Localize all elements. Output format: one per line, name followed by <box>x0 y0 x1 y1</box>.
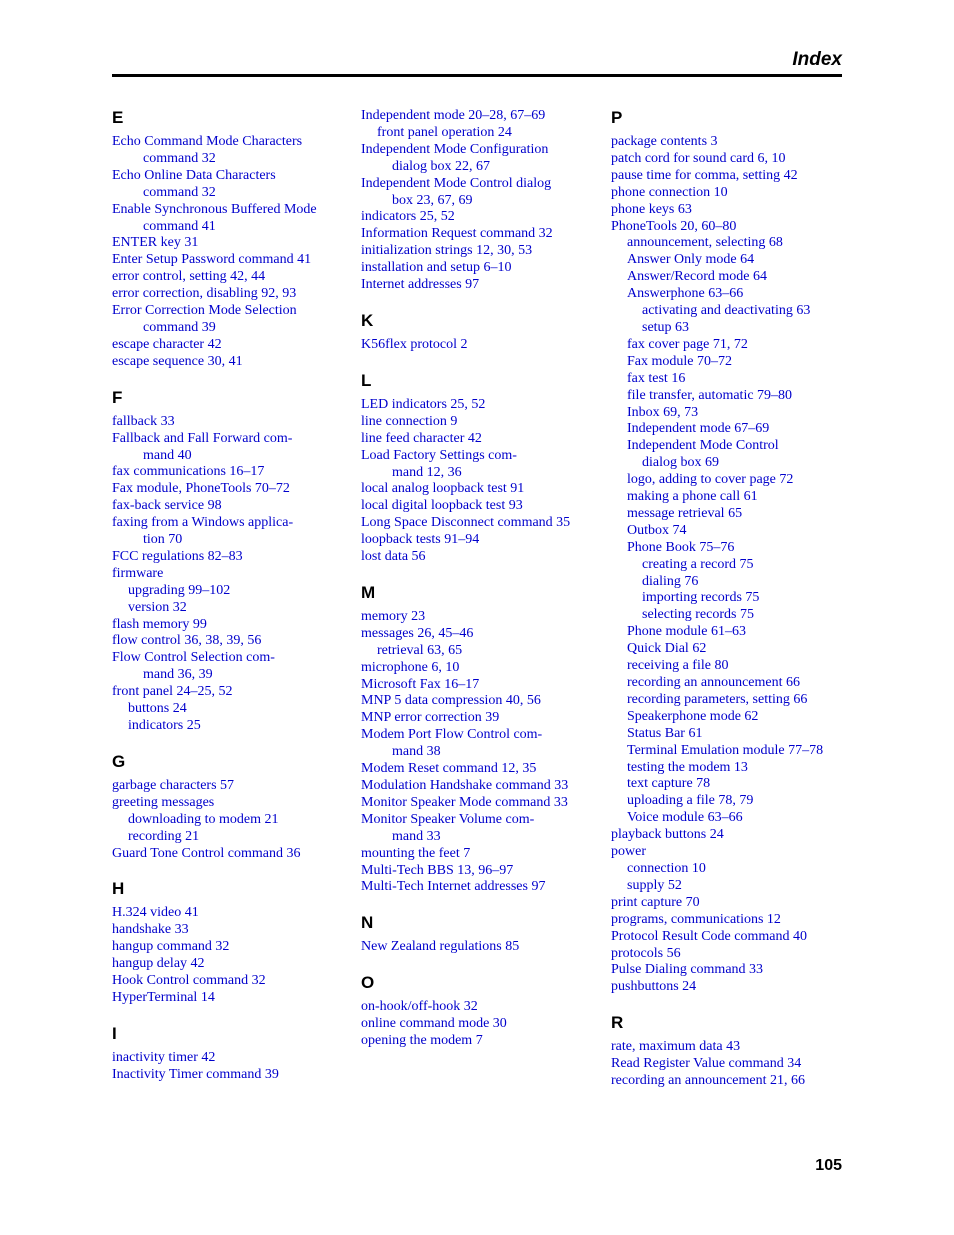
index-entry-link[interactable]: ENTER key 31 <box>112 235 199 251</box>
index-entry-link[interactable]: MNP error correction 39 <box>361 710 500 726</box>
index-entry-link[interactable]: mand 12, 36 <box>392 464 462 480</box>
index-entry-link[interactable]: command 32 <box>143 184 216 200</box>
index-entry-link[interactable]: protocols 56 <box>611 945 681 961</box>
index-entry-link[interactable]: Modem Reset command 12, 35 <box>361 761 537 777</box>
index-entry-link[interactable]: Modem Port Flow Control com- <box>361 727 543 743</box>
index-section <box>112 388 352 735</box>
index-entry-link[interactable]: Echo Online Data Characters <box>112 167 276 183</box>
index-entry-link[interactable]: error control, setting 42, 44 <box>112 269 266 285</box>
index-entry-link[interactable]: Information Request command 32 <box>361 226 553 242</box>
index-entry-link[interactable]: Load Factory Settings com- <box>361 447 517 463</box>
index-entry-link[interactable]: importing records 75 <box>642 590 760 606</box>
index-entry-link[interactable]: receiving a file 80 <box>627 658 729 674</box>
index-entry-link[interactable]: Hook Control command 32 <box>112 973 266 989</box>
index-entry-link[interactable]: flow control 36, 38, 39, 56 <box>112 633 262 649</box>
index-section <box>611 108 851 996</box>
index-entry-link[interactable]: line feed character 42 <box>361 430 482 446</box>
section-letter: P <box>611 108 623 127</box>
index-entry-link[interactable]: print capture 70 <box>611 894 700 910</box>
index-entry-link[interactable]: Independent Mode Control dialog <box>361 175 552 191</box>
index-entry-link[interactable]: file transfer, automatic 79–80 <box>627 387 793 403</box>
index-column-2 <box>361 108 601 1067</box>
index-entry-link[interactable]: command 32 <box>143 150 216 166</box>
index-entry-link[interactable]: local digital loopback test 93 <box>361 498 523 514</box>
index-entry-link[interactable]: Terminal Emulation module 77–78 <box>627 742 824 758</box>
header-rule <box>112 74 842 77</box>
index-entry-link[interactable]: Echo Command Mode Characters <box>112 134 303 149</box>
index-entry-link[interactable]: flash memory 99 <box>112 616 207 632</box>
index-entry-link[interactable]: making a phone call 61 <box>627 489 758 505</box>
index-entry-link[interactable]: Phone Book 75–76 <box>627 539 735 555</box>
index-entry-link[interactable]: local analog loopback test 91 <box>361 481 525 497</box>
index-section <box>361 311 601 354</box>
index-entry-link[interactable]: greeting messages <box>112 794 215 810</box>
index-section <box>112 752 352 863</box>
index-entry-link[interactable]: memory 23 <box>361 608 426 624</box>
index-entry-link[interactable]: Outbox 74 <box>627 522 687 538</box>
index-entry-link[interactable]: message retrieval 65 <box>627 505 743 521</box>
index-entry-link[interactable]: Quick Dial 62 <box>627 641 707 657</box>
index-entry-link[interactable]: online command mode 30 <box>361 1016 507 1032</box>
index-entry-link[interactable]: fax communications 16–17 <box>112 464 265 480</box>
section-letter: M <box>361 582 376 602</box>
index-entry-link[interactable]: fax cover page 71, 72 <box>627 336 748 352</box>
index-entry-link[interactable]: phone connection 10 <box>611 184 728 200</box>
index-entry-link[interactable]: pause time for comma, setting 42 <box>611 167 798 183</box>
section-letter: I <box>112 1023 117 1043</box>
index-entry-link[interactable]: Status Bar 61 <box>627 725 703 741</box>
index-entry-link[interactable]: Flow Control Selection com- <box>112 650 275 666</box>
index-entry-link[interactable]: phone keys 63 <box>611 201 692 217</box>
index-entry-link[interactable]: FCC regulations 82–83 <box>112 548 243 564</box>
index-entry-link[interactable]: Voice module 63–66 <box>627 810 743 826</box>
index-entry-link[interactable]: dialing 76 <box>642 573 699 589</box>
index-entry-link[interactable]: Independent mode 67–69 <box>627 421 770 437</box>
index-entry-link[interactable]: Answerphone 63–66 <box>627 286 744 302</box>
index-entry-link[interactable]: supply 52 <box>627 877 682 893</box>
section-letter: H <box>112 879 125 899</box>
index-entry-link[interactable]: faxing from a Windows applica- <box>112 515 294 531</box>
index-entry-link[interactable]: retrieval 63, 65 <box>377 642 463 658</box>
index-entry-link[interactable]: text capture 78 <box>627 776 711 792</box>
index-entry-link[interactable]: setup 63 <box>642 319 690 335</box>
section-letter: F <box>112 387 123 407</box>
index-entry-link[interactable]: Answer/Record mode 64 <box>627 269 767 285</box>
index-entry-link[interactable]: patch cord for sound card 6, 10 <box>611 150 786 166</box>
index-entry-link[interactable]: Phone module 61–63 <box>627 624 746 640</box>
index-entry-link[interactable]: command 41 <box>143 218 216 234</box>
index-entry-link[interactable]: Answer Only mode 64 <box>627 252 755 268</box>
index-entry-link[interactable]: downloading to modem 21 <box>128 811 279 827</box>
index-entry-link[interactable]: error correction, disabling 92, 93 <box>112 286 297 302</box>
index-entry-link[interactable]: opening the modem 7 <box>361 1033 483 1049</box>
index-section <box>361 973 601 1050</box>
index-entry-link[interactable]: mand 40 <box>143 447 192 463</box>
index-entry-link[interactable]: Inactivity Timer command 39 <box>112 1066 279 1082</box>
index-entry-link[interactable]: mand 38 <box>392 744 441 760</box>
index-entry-link[interactable]: Fax module 70–72 <box>627 353 732 369</box>
index-entry-link[interactable]: recording 21 <box>128 828 200 844</box>
index-entry-link[interactable]: messages 26, 45–46 <box>361 625 474 641</box>
page-number: 105 <box>815 1157 842 1174</box>
index-entry-link[interactable]: Monitor Speaker Volume com- <box>361 811 535 827</box>
index-entry-link[interactable]: activating and deactivating 63 <box>642 303 811 319</box>
index-entry-link[interactable]: on-hook/off-hook 32 <box>361 999 478 1015</box>
section-letter: R <box>611 1013 624 1033</box>
index-entry-link[interactable]: Guard Tone Control command 36 <box>112 845 301 861</box>
index-entry-link[interactable]: Fax module, PhoneTools 70–72 <box>112 481 290 497</box>
index-entry-link[interactable]: Fallback and Fall Forward com- <box>112 430 293 446</box>
index-entry-link[interactable]: fax-back service 98 <box>112 498 222 514</box>
index-entry-link[interactable]: recording an announcement 21, 66 <box>611 1073 805 1089</box>
index-section <box>112 1024 352 1084</box>
index-entry-link[interactable]: Read Register Value command 34 <box>611 1056 802 1072</box>
index-entry-link[interactable]: Monitor Speaker Mode command 33 <box>361 794 568 810</box>
index-entry-link[interactable]: indicators 25 <box>128 718 201 733</box>
index-section <box>611 1013 851 1090</box>
index-entry-link[interactable]: playback buttons 24 <box>611 827 724 843</box>
index-entry-link[interactable]: box 23, 67, 69 <box>392 192 473 208</box>
index-entry-link[interactable]: hangup command 32 <box>112 939 230 955</box>
index-entry-link[interactable]: mand 36, 39 <box>143 667 213 683</box>
index-entry-link[interactable]: indicators 25, 52 <box>361 209 455 225</box>
index-entry-link[interactable]: PhoneTools 20, 60–80 <box>611 218 737 234</box>
section-letter: K <box>361 310 374 330</box>
index-entry-link[interactable]: loopback tests 91–94 <box>361 532 480 548</box>
index-entry-link[interactable]: Pulse Dialing command 33 <box>611 962 764 978</box>
index-entry-link[interactable]: escape sequence 30, 41 <box>112 353 243 369</box>
index-entry-link[interactable]: upgrading 99–102 <box>128 582 231 598</box>
index-section <box>112 108 352 371</box>
index-section <box>361 108 601 294</box>
index-entry-link[interactable]: Inbox 69, 73 <box>627 404 699 420</box>
index-entry-link[interactable]: buttons 24 <box>128 701 187 717</box>
index-entry-link[interactable]: Enter Setup Password command 41 <box>112 252 312 268</box>
index-entry-link[interactable]: power <box>611 844 646 860</box>
index-entry-link[interactable]: mand 33 <box>392 828 441 844</box>
index-entry-link[interactable]: dialog box 69 <box>642 455 719 471</box>
section-letter: N <box>361 913 374 933</box>
index-entry-link[interactable]: fax test 16 <box>627 370 686 386</box>
index-section <box>361 371 601 566</box>
index-entry-link[interactable]: inactivity timer 42 <box>112 1049 216 1065</box>
index-entry-link[interactable]: escape character 42 <box>112 336 222 352</box>
index-entry-link[interactable]: testing the modem 13 <box>627 759 748 775</box>
index-entry-link[interactable]: connection 10 <box>627 860 706 876</box>
index-entry-link[interactable]: microphone 6, 10 <box>361 659 460 675</box>
section-letter: O <box>361 973 375 993</box>
index-entry-link[interactable]: package contents 3 <box>611 134 718 149</box>
index-entry-link[interactable]: firmware <box>112 565 164 581</box>
index-entry-link[interactable]: lost data 56 <box>361 549 426 565</box>
index-entry-link[interactable]: pushbuttons 24 <box>611 979 697 995</box>
index-entry-link[interactable]: programs, communications 12 <box>611 911 781 927</box>
index-entry-link[interactable]: version 32 <box>128 599 187 615</box>
index-entry-link[interactable]: Modulation Handshake command 33 <box>361 778 569 793</box>
index-entry-link[interactable]: Multi-Tech BBS 13, 96–97 <box>361 862 514 878</box>
index-entry-link[interactable]: Protocol Result Code command 40 <box>611 928 807 944</box>
section-letter: L <box>361 370 372 390</box>
index-entry-link[interactable]: initialization strings 12, 30, 53 <box>361 243 533 259</box>
index-entry-link[interactable]: Speakerphone mode 62 <box>627 708 759 724</box>
index-entry-link[interactable]: Multi-Tech Internet addresses 97 <box>361 879 546 895</box>
index-entry-link[interactable]: LED indicators 25, 52 <box>361 396 486 412</box>
index-entry-link[interactable]: installation and setup 6–10 <box>361 260 512 276</box>
index-entry-link[interactable]: Independent Mode Control <box>627 438 779 454</box>
index-entry-link[interactable]: announcement, selecting 68 <box>627 235 783 251</box>
index-entry-link[interactable]: K56flex protocol 2 <box>361 336 468 352</box>
index-entry-link[interactable]: New Zealand regulations 85 <box>361 939 520 955</box>
index-entry-link[interactable]: recording parameters, setting 66 <box>627 691 808 707</box>
index-section <box>361 913 601 956</box>
index-entry-link[interactable]: creating a record 75 <box>642 556 754 572</box>
section-letter: E <box>112 108 124 127</box>
index-entry-link[interactable]: Independent Mode Configuration <box>361 141 549 157</box>
index-section <box>112 879 352 1006</box>
index-column-3 <box>611 108 851 1107</box>
index-entry-link[interactable]: recording an announcement 66 <box>627 675 800 690</box>
index-entry-link[interactable]: uploading a file 78, 79 <box>627 793 754 809</box>
index-entry-link[interactable]: Long Space Disconnect command 35 <box>361 515 571 531</box>
index-entry-link[interactable]: line connection 9 <box>361 413 458 429</box>
index-entry-link[interactable]: handshake 33 <box>112 922 189 938</box>
index-entry-link[interactable]: hangup delay 42 <box>112 956 205 972</box>
index-entry-link[interactable]: garbage characters 57 <box>112 777 235 793</box>
index-entry-link[interactable]: fallback 33 <box>112 413 175 429</box>
index-entry-link[interactable]: mounting the feet 7 <box>361 845 471 861</box>
index-entry-link[interactable]: H.324 video 41 <box>112 905 199 921</box>
index-entry-link[interactable]: selecting records 75 <box>642 607 754 623</box>
index-entry-link[interactable]: rate, maximum data 43 <box>611 1039 741 1055</box>
index-entry-link[interactable]: front panel operation 24 <box>377 124 512 140</box>
index-entry-link[interactable]: logo, adding to cover page 72 <box>627 472 794 488</box>
index-entry-link[interactable]: dialog box 22, 67 <box>392 158 490 174</box>
index-section <box>361 583 601 896</box>
index-entry-link[interactable]: Microsoft Fax 16–17 <box>361 676 480 692</box>
index-entry-link[interactable]: Enable Synchronous Buffered Mode <box>112 201 317 217</box>
index-entry-link[interactable]: command 39 <box>143 319 216 335</box>
index-entry-link[interactable]: Independent mode 20–28, 67–69 <box>361 108 546 123</box>
index-entry-link[interactable]: front panel 24–25, 52 <box>112 684 233 700</box>
page-header-title: Index <box>792 49 842 70</box>
index-entry-link[interactable]: HyperTerminal 14 <box>112 989 215 1005</box>
section-letter: G <box>112 751 126 771</box>
index-entry-link[interactable]: MNP 5 data compression 40, 56 <box>361 693 541 709</box>
index-column-1 <box>112 108 352 1101</box>
index-entry-link[interactable]: Error Correction Mode Selection <box>112 303 297 319</box>
index-entry-link[interactable]: tion 70 <box>143 532 183 548</box>
index-entry-link[interactable]: Internet addresses 97 <box>361 277 480 293</box>
